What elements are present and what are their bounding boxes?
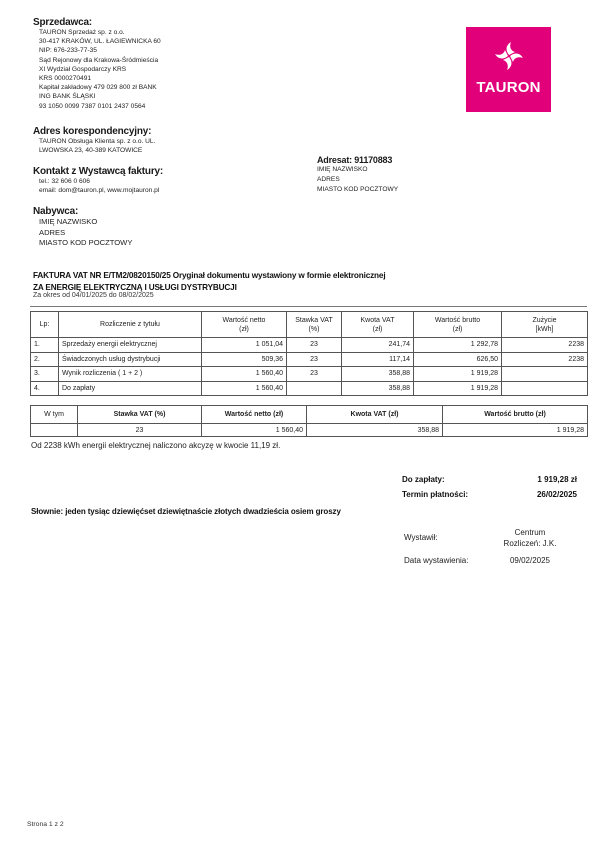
cell-rate: 23 (287, 338, 342, 353)
cell-title: Do zapłaty (59, 381, 202, 396)
cell-brutto: 626,50 (414, 352, 502, 367)
col-header-lp: Lp: (31, 312, 59, 338)
col-header-netto: Wartość netto (zł) (202, 406, 307, 424)
correspondence-block (33, 126, 263, 155)
cell-vat: 358,88 (342, 367, 414, 382)
addressee-block (317, 155, 517, 195)
contact-block (33, 166, 263, 195)
correspondence-heading: Adres korespondencyjny: (33, 126, 152, 137)
cell-title: Świadczonych usług dystrybucji (59, 352, 202, 367)
seller-block (33, 17, 263, 111)
tauron-logo (466, 27, 551, 112)
amount-due-label: Do zapłaty: (402, 475, 445, 484)
header-divider (30, 306, 587, 307)
logo-brand-text: TAURON (476, 79, 541, 96)
buyer-name: IMIĘ NAZWISKO (39, 217, 98, 226)
buyer-block (33, 206, 263, 249)
amount-due-value: 1 919,28 zł (537, 475, 577, 484)
col-header-rate: Stawka VAT (%) (287, 312, 342, 338)
issue-date-label: Data wystawienia: (404, 556, 469, 565)
invoice-period: Za okres od 04/01/2025 do 08/02/2025 (33, 292, 154, 299)
issued-by-line: Centrum (514, 528, 546, 537)
seller-capital: Kapitał zakładowy 479 029 800 zł BANK (39, 84, 157, 92)
cell-usage: 2238 (502, 338, 588, 353)
col-header-vat: Kwota VAT (zł) (342, 312, 414, 338)
cell-vat: 117,14 (342, 352, 414, 367)
cell-rate: 23 (78, 424, 202, 437)
seller-nip: NIP: 676-233-77-35 (39, 47, 97, 55)
cell-netto: 1 560,40 (202, 381, 287, 396)
cell-title: Sprzedaży energii elektrycznej (59, 338, 202, 353)
cell-brutto: 1 292,78 (414, 338, 502, 353)
seller-krs: KRS 0000270491 (39, 75, 92, 83)
issued-by-label: Wystawił: (404, 533, 438, 542)
page-number: Strona 1 z 2 (27, 821, 64, 828)
cell-netto: 1 051,04 (202, 338, 287, 353)
contact-phone: tel.: 32 606 0 606 (39, 178, 90, 185)
issued-by-line: Rozliczeń: J.K. (503, 539, 557, 548)
vat-breakdown-table (30, 405, 588, 437)
cell-lp: 3. (31, 367, 59, 382)
table-row (31, 338, 588, 353)
cell-vat: 358,88 (307, 424, 443, 437)
tauron-pinwheel-icon (493, 40, 525, 72)
cell-label (31, 424, 78, 437)
cell-lp: 4. (31, 381, 59, 396)
cell-rate: 23 (287, 367, 342, 382)
invoice-title: FAKTURA VAT NR E/TM2/0820150/25 Oryginał dokumentu wystawiony w formie elektronicznej (33, 271, 386, 280)
cell-brutto: 1 919,28 (414, 367, 502, 382)
seller-lines (33, 28, 263, 111)
cell-usage: 2238 (502, 352, 588, 367)
seller-court: Sąd Rejonowy dla Krakowa-Śródmieścia (39, 56, 159, 64)
col-header-brutto: Wartość brutto (zł) (414, 312, 502, 338)
table-header-row (31, 312, 588, 338)
invoice-subtitle: ZA ENERGIĘ ELEKTRYCZNĄ I USŁUGI DYSTRYBUCJI (33, 283, 237, 292)
table-row (31, 367, 588, 382)
addressee-city: MIASTO KOD POCZTOWY (317, 186, 399, 193)
amount-in-words: Słownie: jeden tysiąc dziewięćset dziewiętnaście złotych dwadzieścia osiem groszy (31, 507, 341, 516)
cell-vat: 241,74 (342, 338, 414, 353)
cell-rate (287, 381, 342, 396)
cell-usage (502, 367, 588, 382)
table-header-row (31, 406, 588, 424)
cell-rate: 23 (287, 352, 342, 367)
cell-lp: 2. (31, 352, 59, 367)
table-row (31, 352, 588, 367)
cell-lp: 1. (31, 338, 59, 353)
cell-vat: 358,88 (342, 381, 414, 396)
cell-netto: 1 560,40 (202, 424, 307, 437)
col-header-wtym: W tym (31, 406, 78, 424)
invoice-header (33, 271, 583, 299)
settlement-table (30, 311, 588, 396)
buyer-city: MIASTO KOD POCZTOWY (39, 238, 133, 247)
col-header-brutto: Wartość brutto (zł) (443, 406, 588, 424)
col-header-title: Rozliczenie z tytułu (59, 312, 202, 338)
due-date-value: 26/02/2025 (536, 490, 577, 499)
buyer-address: ADRES (39, 227, 66, 237)
correspondence-line: LWOWSKA 23, 40-389 KATOWICE (39, 147, 143, 155)
due-date-label: Termin płatności: (402, 490, 469, 499)
cell-usage (502, 381, 588, 396)
excise-note: Od 2238 kWh energii elektrycznej naliczono akcyzę w kwocie 11,19 zł. (31, 441, 281, 450)
seller-bank: ING BANK ŚLĄSKI (39, 93, 96, 101)
cell-netto: 1 560,40 (202, 367, 287, 382)
addressee-name: IMIĘ NAZWISKO (317, 166, 368, 173)
buyer-heading: Nabywca: (33, 206, 79, 217)
seller-name: TAURON Sprzedaż sp. z o.o. (39, 29, 125, 36)
seller-address: 30-417 KRAKÓW, UL. ŁAGIEWNICKA 60 (39, 38, 161, 46)
col-header-usage: Zużycie [kWh] (502, 312, 588, 338)
addressee-address: ADRES (317, 176, 340, 183)
cell-title: Wynik rozliczenia ( 1 + 2 ) (59, 367, 202, 382)
issued-by-value (490, 527, 570, 549)
seller-account-number: 93 1050 0099 7387 0101 2437 0564 (39, 102, 146, 110)
col-header-vat: Kwota VAT (zł) (307, 406, 443, 424)
contact-email: email: dom@tauron.pl, www.mojtauron.pl (39, 187, 160, 195)
cell-netto: 509,36 (202, 352, 287, 367)
addressee-heading: Adresat: 91170883 (317, 155, 393, 165)
table-row (31, 424, 588, 437)
contact-heading: Kontakt z Wystawcą faktury: (33, 166, 164, 177)
cell-brutto: 1 919,28 (414, 381, 502, 396)
col-header-netto: Wartość netto (zł) (202, 312, 287, 338)
seller-court-division: XI Wydział Gospodarczy KRS (39, 65, 127, 73)
correspondence-line: TAURON Obsługa Klienta sp. z o.o. UL. (39, 138, 156, 145)
seller-heading: Sprzedawca: (33, 17, 92, 28)
cell-brutto: 1 919,28 (443, 424, 588, 437)
col-header-rate: Stawka VAT (%) (78, 406, 202, 424)
table-row (31, 381, 588, 396)
issue-date-value: 09/02/2025 (509, 556, 551, 565)
